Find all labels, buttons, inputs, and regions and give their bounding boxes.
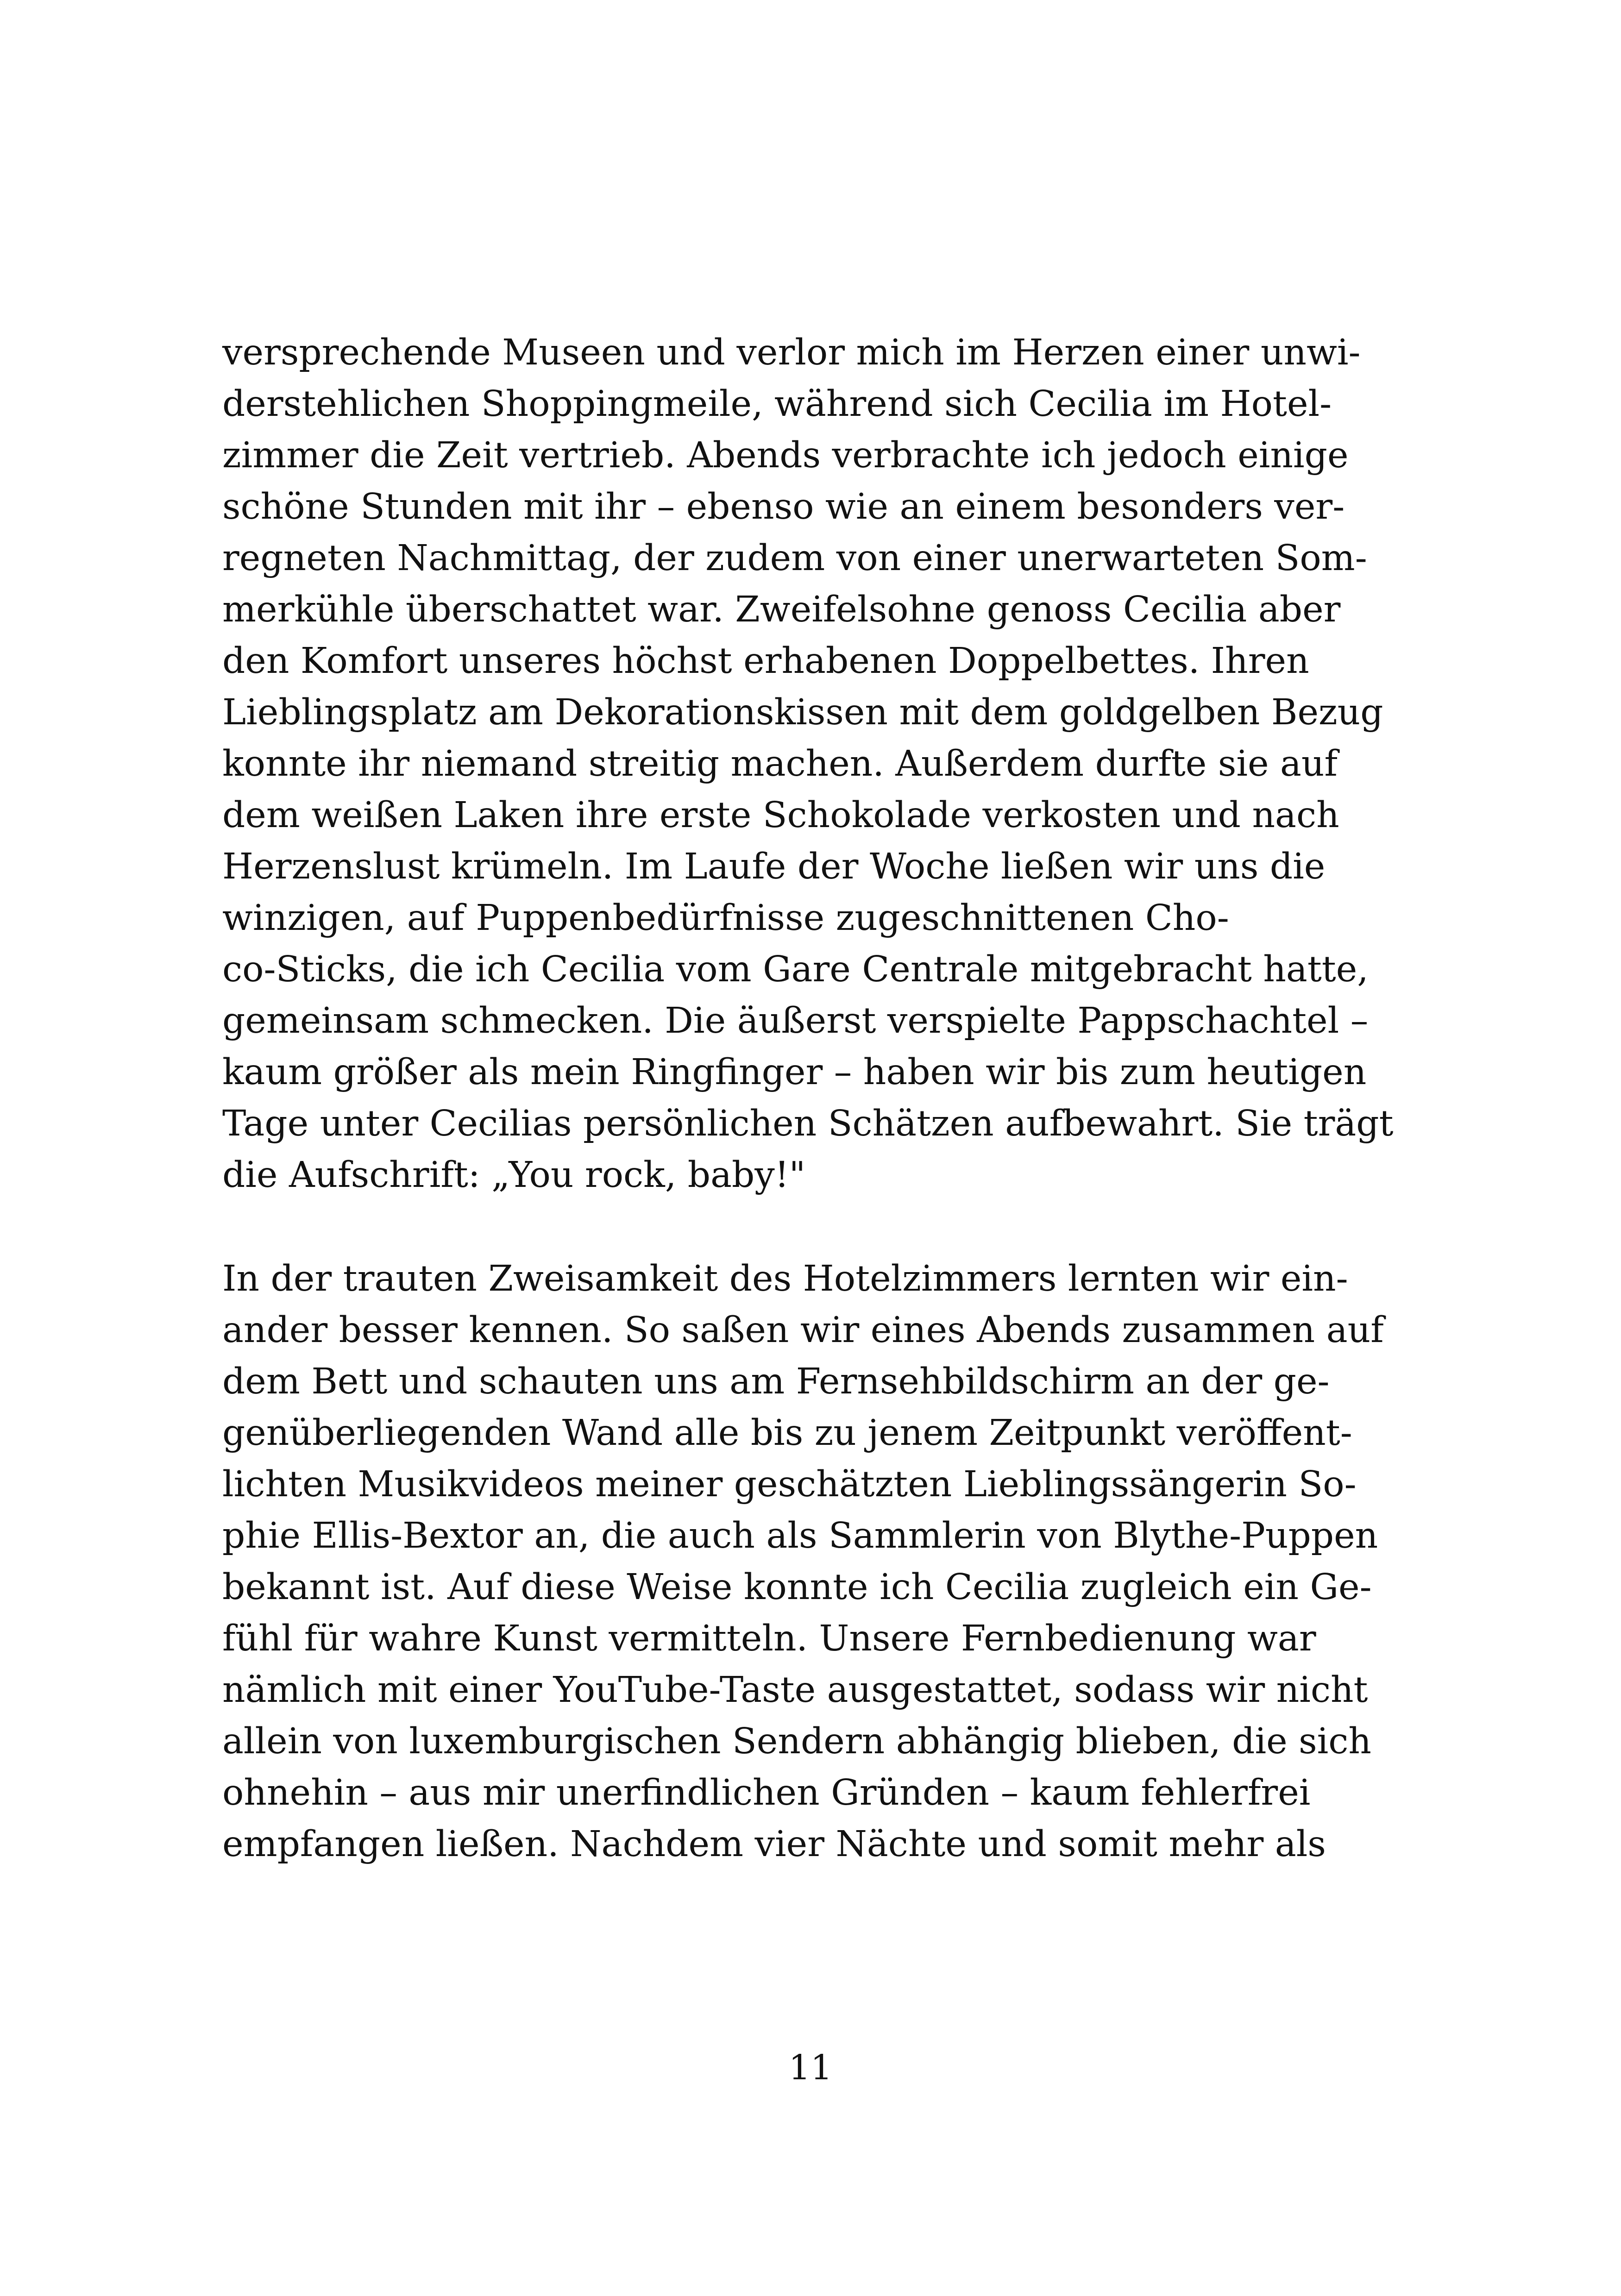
paragraph-line: dem Bett und schauten uns am Fernsehbildschirm an der ge- <box>222 1361 1330 1402</box>
paragraph-line: schöne Stunden mit ihr – ebenso wie an einem besonders ver- <box>222 486 1345 527</box>
paragraph-line: merkühle überschattet war. Zweifelsohne genoss Cecilia aber <box>222 589 1341 630</box>
paragraph-line: bekannt ist. Auf diese Weise konnte ich Cecilia zugleich ein Ge- <box>222 1567 1372 1608</box>
paragraph-line: derstehlichen Shoppingmeile, während sich Cecilia im Hotel- <box>222 383 1332 425</box>
paragraph-line: regneten Nachmittag, der zudem von einer unerwarteten Som- <box>222 538 1367 579</box>
paragraph-line: dem weißen Laken ihre erste Schokolade verkosten und nach <box>222 795 1339 836</box>
paragraph-1 <box>222 327 1417 1201</box>
paragraph-line: winzigen, auf Puppenbedürfnisse zugeschnittenen Cho- <box>222 897 1229 939</box>
paragraph-line: Lieblingsplatz am Dekorationskissen mit dem goldgelben Bezug <box>222 692 1383 733</box>
paragraph-line: fühl für wahre Kunst vermitteln. Unsere Fernbedienung war <box>222 1618 1316 1659</box>
paragraph-line: nämlich mit einer YouTube-Taste ausgestattet, sodass wir nicht <box>222 1669 1368 1711</box>
paragraph-line: Tage unter Cecilias persönlichen Schätzen aufbewahrt. Sie trägt <box>222 1103 1394 1144</box>
page-number: 11 <box>788 2048 833 2088</box>
paragraph-line: kaum größer als mein Ringfinger – haben wir bis zum heutigen <box>222 1052 1367 1093</box>
paragraph-line: genüberliegenden Wand alle bis zu jenem Zeitpunkt veröffent- <box>222 1412 1352 1454</box>
paragraph-line: Herzenslust krümeln. Im Laufe der Woche ließen wir uns die <box>222 846 1326 887</box>
paragraph-line: lichten Musikvideos meiner geschätzten Lieblingssängerin So- <box>222 1464 1357 1505</box>
paragraph-line: zimmer die Zeit vertrieb. Abends verbrachte ich jedoch einige <box>222 435 1349 476</box>
paragraph-line: In der trauten Zweisamkeit des Hotelzimmers lernten wir ein- <box>222 1258 1348 1299</box>
paragraph-line: phie Ellis-Bextor an, die auch als Sammlerin von Blythe-Puppen <box>222 1515 1378 1556</box>
paragraph-line: versprechende Museen und verlor mich im Herzen einer unwi- <box>222 332 1361 373</box>
paragraph-line: ohnehin – aus mir unerfindlichen Gründen – kaum fehlerfrei <box>222 1772 1311 1813</box>
paragraph-line: konnte ihr niemand streitig machen. Außerdem durfte sie auf <box>222 743 1338 784</box>
paragraph-line: gemeinsam schmecken. Die äußerst verspielte Pappschachtel – <box>222 1000 1369 1041</box>
paragraph-line: ander besser kennen. So saßen wir eines Abends zusammen auf <box>222 1310 1384 1351</box>
paragraph-line: co-Sticks, die ich Cecilia vom Gare Centrale mitgebracht hatte, <box>222 949 1369 990</box>
paragraph-line: empfangen ließen. Nachdem vier Nächte und somit mehr als <box>222 1824 1326 1865</box>
paragraph-2 <box>222 1253 1417 1870</box>
paragraph-line: allein von luxemburgischen Sendern abhängig blieben, die sich <box>222 1721 1371 1762</box>
paragraph-line: die Aufschrift: „You rock, baby!" <box>222 1154 806 1196</box>
paragraph-line: den Komfort unseres höchst erhabenen Doppelbettes. Ihren <box>222 640 1309 682</box>
